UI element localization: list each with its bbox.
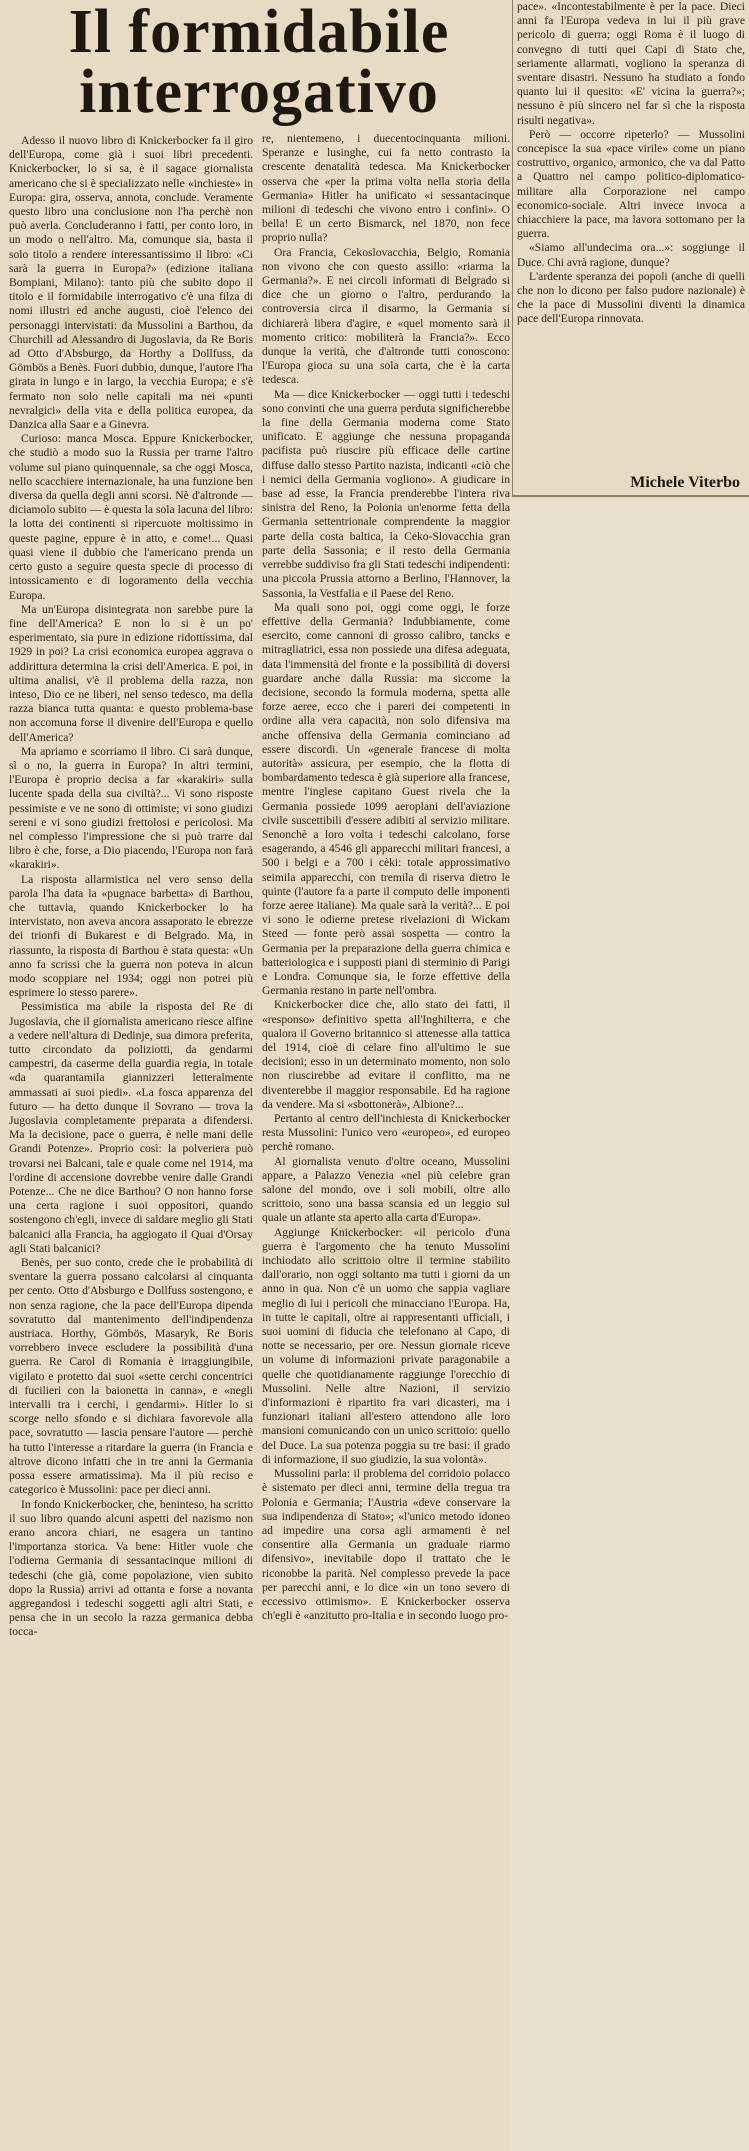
column-divider	[512, 0, 513, 495]
paragraph: In fondo Knickerbocker, che, beninteso, ha scritto il suo libro quando alcuni aspetti del nazismo non erano ancora chiari, ne esagera un tantino l'importanza storica. Va bene: Hitler vuole che l'odierna Germania di sessantacinque milioni di tedeschi (che già, come popolazione, vien subito dopo la Russia) arrivi ad ottanta e forse a novanta aggregandosi i tedeschi soggetti agli altri Stati, e pensa che in un secolo la razza germanica debba tocca-	[9, 1497, 253, 1639]
blank-margin	[510, 500, 749, 2151]
clipping-edge	[512, 495, 749, 497]
paragraph: re, nientemeno, i duecentocinquanta milioni. Speranze e lusinghe, cui fa netto contrasto la crescente denatalità tedesca. Ma Knickerbocker osserva che «per la prima volta nella storia della Germania» Hitler ha unificato «i sessantacinque milioni di tedeschi che vivono entro i confini». O bella! E un certo Bismarck, nel 1870, non fece proprio nulla?	[262, 132, 510, 245]
paragraph: Ma apriamo e scorriamo il libro. Ci sarà dunque, sì o no, la guerra in Europa? In altri termini, l'Europa è proprio decisa a far «karakiri» sulla lucente spada della sua civiltà?... Vi sono risposte pessimiste e ve ne sono di ottimiste; vi sono giudizi sereni e vi sono giudizi frettolosi e pericolosi. Ma nel complesso l'impressione che si può trarre dal libro è che, forse, a Dio piacendo, l'Europa non farà «karakiri».	[9, 744, 253, 872]
article-title: Il formidabile interrogativo	[68, 0, 450, 126]
paragraph: Curioso: manca Mosca. Eppure Knickerbocker, che studiò a modo suo la Russia per trarne l'altro volume sul piano quinquennale, sa che oggi Mosca, nello scacchiere internazionale, ha una funzione ben diversa da quella degli anni scorsi. Nè d'altronde — diciamolo subito — è questa la sola lacuna del libro: la lotta dei continenti si ripercuote moltissimo in queste pagine, eppure è in atto, e come!... Quasi quasi viene il dubbio che l'americano prenda un certo gusto a seguire questa specie di processo di intossicamento e di logoramento della vecchia Europa.	[9, 432, 253, 602]
paragraph: Però — occorre ripeterlo? — Mussolini concepisce la sua «pace virile» come un piano costruttivo, organico, armonico, che va dal Patto a Quattro nel campo politico-diplomatico-militare alla Corporazione nel campo economico-sociale. Altri invece invoca a chiacchiere la pace, ma lavora sottomano per la guerra.	[517, 127, 745, 241]
paragraph: Ma un'Europa disintegrata non sarebbe pure la fine dell'America? E non lo si è un po' esperimentato, sia pure in edizione ridottissima, dal 1929 in poi? La crisi economica europea aggrava o addirittura determina la crisi dell'America. E poi, in ultima analisi, v'è il problema della razza, non inteso, Dio ce ne liberi, nel senso tedesco, ma della razza bianca tutta quanta: e questo problema-base non accomuna forse il divenire dell'Europa e quello dell'America?	[9, 602, 253, 744]
paragraph: Al giornalista venuto d'oltre oceano, Mussolini appare, a Palazzo Venezia «nel più celebre gran salone del mondo, ove i soli mobili, oltre allo scrittoio, sono una bassa scansia ed un leggio sul quale un atlante sta aperto alla carta d'Europa».	[262, 1154, 510, 1225]
paragraph: Pertanto al centro dell'inchiesta di Knickerbocker resta Mussolini: l'unico vero «europeo», ed europeo perchè romano.	[262, 1112, 510, 1154]
paragraph: Benès, per suo conto, crede che le probabilità di sventare la guerra possano calcolarsi al cinquanta per cento. Otto d'Absburgo e Dollfuss sostengono, e non senza ragione, che la pace dell'Europa dipenda sovratutto dal mantenimento dell'indipendenza austriaca. Horthy, Gömbös, Masaryk, Re Boris vorrebbero invece escludere la possibilità d'una guerra. Re Carol di Romania è irraggiungibile, vigilato e protetto dai suoi «sette cerchi concentrici di fucilieri con la baionetta in canna», e «negli intervalli tra i cerchi, i gendarmi». Hitler lo si scorge nello sfondo e si dichiara favorevole alla pace, sovratutto — lascia pensare l'autore — perchè ha tutto l'interesse a ritardare la guerra (in Francia e altrove dicono infatti che in tre anni la Germania possa essere armatissima). Ma il più reciso e categorico è Mussolini: pace per dieci anni.	[9, 1256, 253, 1497]
paragraph: Ora Francia, Cekoslovacchia, Belgio, Romania non vivono che con questo assillo: «riarma la Germania?». E nei circoli informati di Belgrado si dice che un giorno o l'altro, perdurando la controversia circa il disarmo, la Germania si dichiarerà libera d'agire, e «quel momento sarà il momento critico: mobiliterà la Francia?». Ecco dunque la verità, che d'altronde tutti conoscono: l'Europa gioca su una sola carta, che è la carta tedesca.	[262, 245, 510, 387]
paragraph: La risposta allarmistica nel vero senso della parola l'ha data la «pugnace barbetta» di Barthou, che tuttavia, quando Knickerbocker lo ha intervistato, non aveva ancora assaporato le ebrezze dei trionfi di Bukarest e di Belgrado. Ma, in riassunto, la risposta di Barthou è stata questa: «Un anno fa scrissi che la guerra non poteva in alcun modo scoppiare nel 1934; oggi non potrei più esprimere lo stesso parere».	[9, 872, 253, 1000]
paragraph: Knickerbocker dice che, allo stato dei fatti, il «responso» definitivo spetta all'Inghilterra, e che qualora il Governo britannico si attenesse alla tattica del 1914, cioè di celare fino all'ultimo le sue decisioni; esso in un determinato momento, non solo non riuscirebbe ad evitare il conflitto, ma ne diventerebbe il maggior responsabile. Ed ha ragione da vendere. Ma si «sbottonerà», Albione?...	[262, 998, 510, 1111]
paragraph: Ma quali sono poi, oggi come oggi, le forze effettive della Germania? Indubbiamente, come esercito, come cannoni di grosso calibro, tancks e mitragliatrici, essa non possiede una difesa adeguata, data l'immensità del fronte e la possibilità di doversi guardare anche dalla Russia: ma siccome la decisione, secondo la formula moderna, spetta alle forze aeree, ecco che i pareri dei competenti in ordine alla vera capacità, non solo difensiva ma anche offensiva della Germania cominciano ad essere discordi. Un «generale francese di molta autorità» assicura, per esempio, che la flotta di bombardamento tedesca è già superiore alla francese, mentre l'inglese capitano Guest rivela che la Germania possiede 1099 aeroplani dell'aviazione civile suscettibili d'essere adibiti al servizio militare. Senonchè a loro volta i tedeschi calcolano, forse esagerando, a 4546 gli apparecchi militari francesi, a 500 i belgi e a 700 i cèki: totale approssimativo seimila apparecchi, con tremila di riserva dietro le quinte (l'autore fa a parte il computo delle imponenti forze aeree italiane). Ma quale sarà la verità?... E poi vi sono le odierne pretese rivelazioni di Wickam Steed — fonte però assai sospetta — contro la Germania per la preparazione della guerra chimica e batteriologica e i supposti piani di sterminio di Parigi e Londra. Comunque sia, le forze effettive della Germania restano in parte nell'ombra.	[262, 600, 510, 998]
paragraph: Ma — dice Knickerbocker — oggi tutti i tedeschi sono convinti che una guerra perduta significherebbe la fine della Germania moderna come Stato unificato. E aggiunge che nessuna propaganda pacifista può riuscire più efficace delle cartine diffuse dallo stesso Partito nazista, indicanti «ciò che i nemici della Germania vogliono». A giudicare in base ad esse, la Francia prenderebbe l'intera riva sinistra del Reno, la Polonia un'enorme fetta della Germania settentrionale comprendente la maggior parte della costa baltica, la Ceko-Slovacchia gran parte della Sassonia; e il resto della Germania verrebbe suddiviso fra gli Stati tedeschi indipendenti: una piccola Prussia attorno a Berlino, l'Hannover, la Sassonia, la Vestfalia e il Paese del Reno.	[262, 387, 510, 600]
paragraph: Mussolini parla: il problema del corridoio polacco è sistemato per dieci anni, termine della tregua tra Polonia e Germania; l'Austria «deve conservare la sua indipendenza di Stato»; «l'unico metodo idoneo ad impedire una corsa agli armamenti è nel consentire alla Germania un graduale riarmo difensivo», inevitabile dopo il trattato che le riconobbe la parità. Nel complesso prevede la pace per parecchi anni, e lo dice «in un tono severo di eccessivo ottimismo». E Knickerbocker osserva ch'egli è «anzitutto pro-Italia e in secondo luogo pro-	[262, 1467, 510, 1623]
paragraph: Adesso il nuovo libro di Knickerbocker fa il giro dell'Europa, come già i suoi libri precedenti. Knickerbocker, lo si sa, è il sagace giornalista americano che si è specializzato nelle «inchieste» in Europa: gira, osserva, annota, conclude. Veramente questo libro una conclusione non l'ha perchè non può averla. Concluderanno i fatti, per conto loro, in un modo o nell'altro. Ma, comunque sia, basta il solo titolo a rendere interessantissimo il libro: «Ci sarà la guerra in Europa?» (edizione italiana Bompiani, Milano): tanto più che subito dopo il titolo e il formidabile interrogativo c'è una filza di nomi illustri ed anche augusti, cioè l'elenco dei personaggi intervistati: da Mussolini a Barthou, da Churchill ad Alessandro di Jugoslavia, da Re Boris ad Otto d'Absburgo, da Horthy a Dollfuss, da Gömbös a Benès. Fuori dubbio, dunque, l'autore l'ha girata in lungo e in largo, la vecchia Europa; e s'è fermato non solo nelle capitali ma nei «punti nevralgici» della vita e della politica europea, da Danzica alla Saar e a Ginevra.	[9, 134, 253, 432]
paragraph: L'ardente speranza dei popoli (anche di quelli che non lo dicono per falso pudore nazionale) è che la pace di Mussolini diventi la dinamica pace dell'Europa rinnovata.	[517, 269, 745, 326]
author-byline: Michele Viterbo	[630, 474, 740, 491]
article-column-1	[9, 134, 253, 2148]
article-column-3	[517, 0, 745, 494]
paragraph: pace». «Incontestabilmente è per la pace. Dieci anni fa l'Europa vedeva in lui il più grave pericolo di guerra; oggi Roma è il luogo di convegno di tutti quei Capi di Stato che, seriamente allarmati, vogliono la speranza di sventare disastri. Nessuno ha studiato a fondo quanto lui il quesito: «E' vicina la guerra?»; nessuno è più sincero nel far sì che la risposta risulti negativa».	[517, 0, 745, 127]
paragraph: Aggiunge Knickerbocker: «il pericolo d'una guerra è l'argomento che ha tenuto Mussolini inchiodato allo scrittoio oltre il termine stabilito dall'orario, non oggi soltanto ma tutti i giorni da un anno in qua. Non c'è un uomo che sappia vagliare meglio di lui i pericoli che minacciano l'Europa. Ha, in tutte le capitali, oltre ai rappresentanti ufficiali, i suoi uomini di fiducia che telefonano al Capo, di notte se necessario, per ore. Nessun giornale riceve un volume di informazioni private paragonabile a quelle che quotidianamente raggiunge l'orecchio di Mussolini. Nelle altre Nazioni, il servizio d'informazioni è ripartito fra vari dicasteri, ma i funzionari italiani all'estero attendono alle loro mansioni comunicando con un unico scrittoio: quello del Duce. La sua potenza poggia su tre basi: il grado di informazione, il suo giudizio, la sua volontà».	[262, 1225, 510, 1466]
article-column-2	[262, 132, 510, 2148]
paragraph: «Siamo all'undecima ora...»: soggiunge il Duce. Chi avrà ragione, dunque?	[517, 241, 745, 269]
paragraph: Pessimistica ma abile la risposta del Re di Jugoslavia, che il giornalista americano riesce alfine a vedere nell'altura di Dedinje, sua dimora preferita, tutto circondato da poliziotti, da gendarmi campestri, da caserme della guardia regia, in totale «da quarantamila giannizzeri letteralmente ammassati ai suoi piedi». «La fosca apparenza del futuro — ha detto dunque il Sovrano — trova la Jugoslavia completamente preparata a difendersi. Ma la decisione, pace o guerra, è nelle mani delle Grandi Potenze». Proprio così: la polveriera può trovarsi nei Balcani, tale e quale come nel 1914, ma l'ordine di accensione dovrebbe venire dalle Grandi Potenze... Che ne dice Barthou? O non hanno forse una certa ragione i suoi oppositori, quando sostengono ch'egli, invece di saldare meglio gli Stati balcanici alla Francia, ha aggiogato il Quai d'Orsay agli Stati balcanici?	[9, 1000, 253, 1255]
